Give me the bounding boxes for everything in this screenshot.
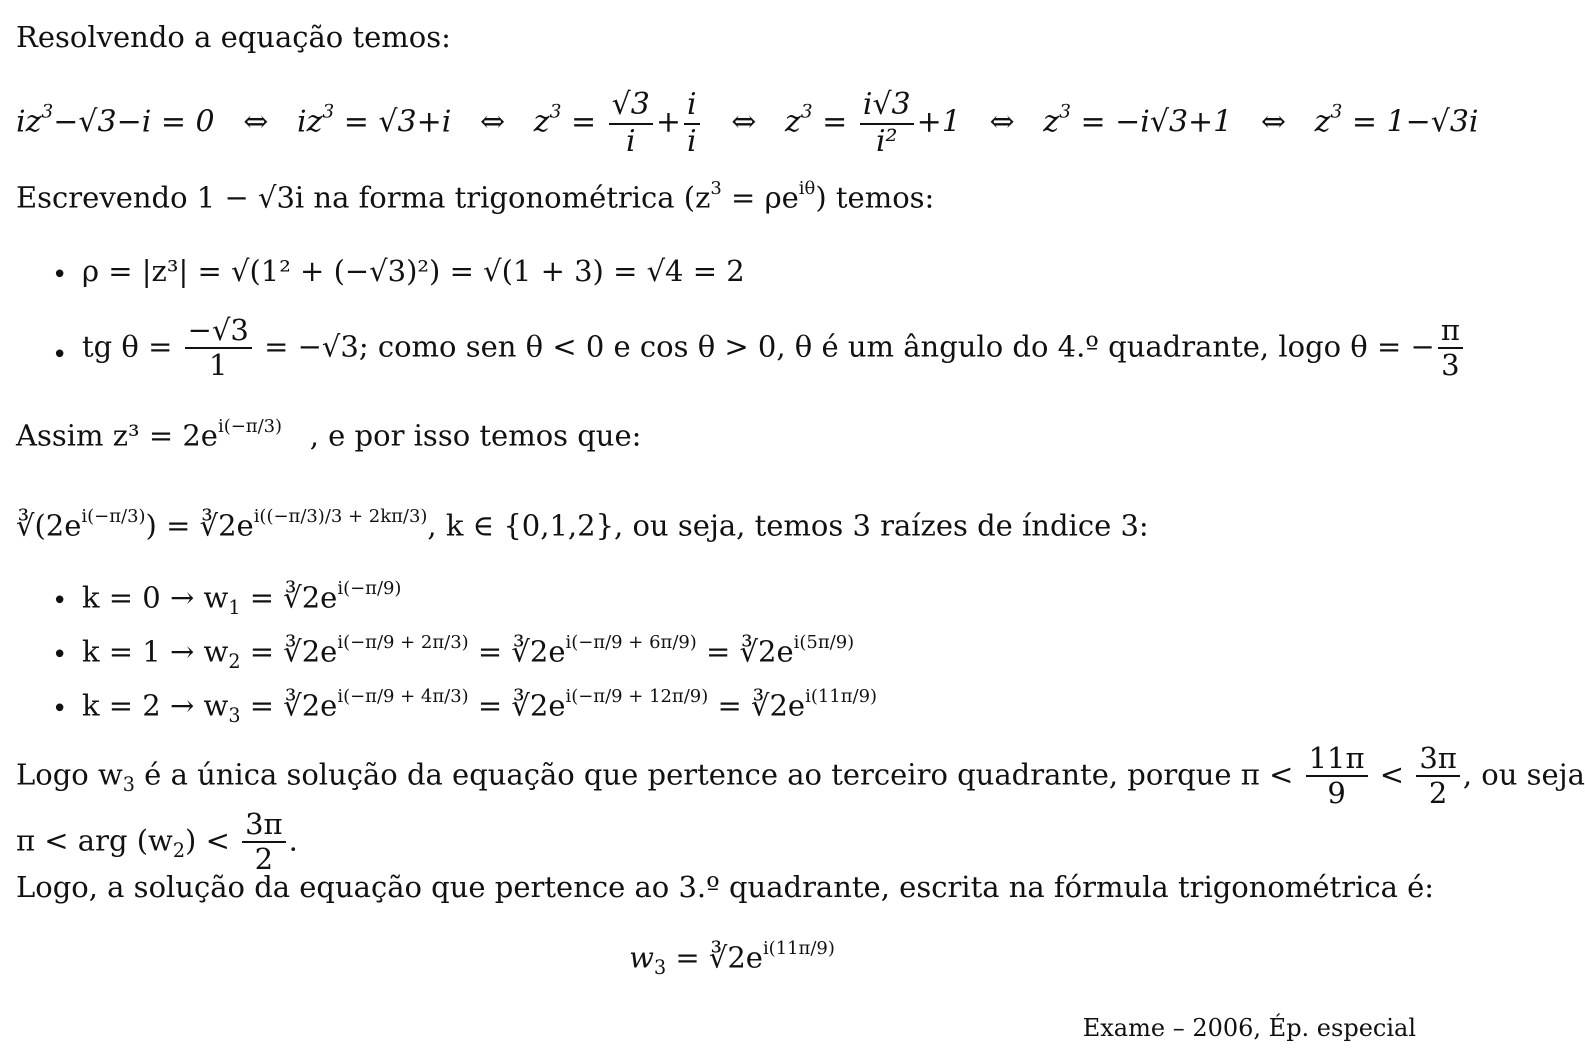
- assim-line: Assim $z^3 = 2e^{i(-\pi/3)}$ , e por isso temos que:: [16, 416, 642, 453]
- exam-source: Exame – 2006, Ép. especial: [1082, 1014, 1416, 1042]
- conclusion-line-3: Logo, a solução da equação que pertence ao 3.º quadrante, escrita na fórmula trigonométrica é:: [16, 870, 1435, 904]
- rho-computation: ρ = |z³| = √(1² + (−√3)²) = √(1 + 3) = √4 = 2: [82, 254, 745, 288]
- tg-computation: tg θ = $\frac{-√3}{1}$ = −√3; como sen θ < 0 e cos θ > 0, θ é um ângulo do 4.º quadrante, logo θ = − $\frac{\pi}{3}$: [82, 314, 1466, 383]
- trig-form-intro: Escrevendo 1 − √3i na forma trigonométrica $(z^3 = \rho e^{i\theta})$ temos:: [16, 178, 935, 215]
- root-k2: $k = 2 \to w_3$ = $∛2e^{i(-\pi/9 + 4\pi/3)}$ = $∛2e^{i(-\pi/9 + 12\pi/9)}$ = $∛2e^{i(11\pi/9)}$: [82, 686, 878, 728]
- bullet-k2: •: [52, 694, 68, 724]
- bullet-rho: •: [52, 260, 68, 290]
- intro-text: Resolvendo a equação temos:: [16, 20, 451, 54]
- bullet-k1: •: [52, 640, 68, 670]
- bullet-k0: •: [52, 586, 68, 616]
- roots-general: $∛(2e^{i(-\pi/3)})$ = $∛2e^{i((-\pi/3)/3 + 2k\pi/3)}$, k ∈ {0,1,2}, ou seja, temos 3 raízes de índice 3:: [16, 506, 1149, 543]
- conclusion-line-2: π < arg $(w_2)$ < $\frac{3\pi}{2}$ .: [16, 807, 298, 877]
- root-k0: $k = 0 \to w_1$ = $∛2e^{i(-\pi/9)}$: [82, 578, 402, 620]
- equation-chain: $iz^3-√3-i = 0$ ⇔ $iz^3 = √3+i$ ⇔ $z^3$ = $\frac{√3}{i}$ + $\frac{i}{i}$ ⇔ $z^3$ = $\frac{i√3}{\text{i²}}$ +1 ⇔ $z^3 = -i√3+1$ ⇔ $z^3 = 1-√3i$: [16, 87, 1479, 159]
- bullet-tg: •: [52, 340, 68, 370]
- conclusion-line-1: Logo $w_3$ é a única solução da equação que pertence ao terceiro quadrante, porque π < $\frac{11\pi}{9}$ < $\frac{3\pi}{2}$ , ou seja: [16, 741, 1585, 811]
- root-k1: $k = 1 \to w_2$ = $∛2e^{i(-\pi/9 + 2\pi/3)}$ = $∛2e^{i(-\pi/9 + 6\pi/9)}$ = $∛2e^{i(5\pi/9)}$: [82, 632, 855, 674]
- final-answer: $w_3$ = $∛2e^{i(11\pi/9)}$: [629, 938, 835, 980]
